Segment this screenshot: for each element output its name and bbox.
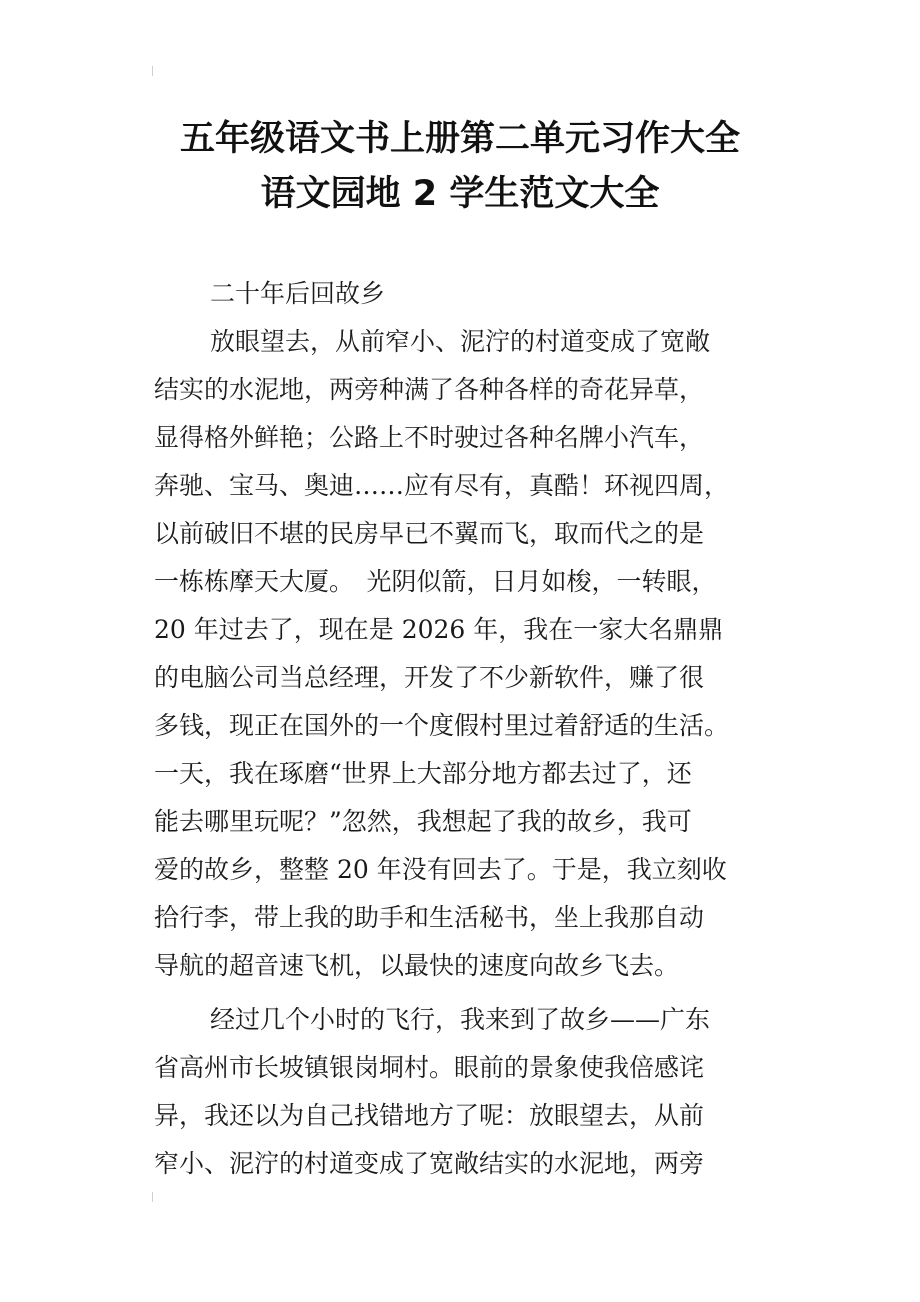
paragraph-line: 显得格外鲜艳；公路上不时驶过各种名牌小汽车， bbox=[154, 423, 705, 452]
corner-mark-top bbox=[152, 66, 159, 76]
paragraph-line: 20 年过去了，现在是 2026 年，我在一家大名鼎鼎 bbox=[154, 615, 724, 644]
paragraph-line: 结实的水泥地，两旁种满了各种各样的奇花异草， bbox=[154, 375, 705, 404]
paragraph-1 bbox=[154, 318, 774, 990]
paragraph-line: 省高州市长坡镇银岗垌村。眼前的景象使我倍感诧 bbox=[154, 1053, 705, 1082]
paragraph-line: 以前破旧不堪的民房早已不翼而飞，取而代之的是 bbox=[154, 519, 705, 548]
paragraph-line: 能去哪里玩呢？”忽然，我想起了我的故乡，我可 bbox=[154, 807, 692, 836]
paragraph-line: 一栋栋摩天大厦。 光阴似箭，日月如梭，一转眼， bbox=[154, 567, 717, 596]
paragraph-line: 的电脑公司当总经理，开发了不少新软件，赚了很 bbox=[154, 663, 705, 692]
paragraph-line: 导航的超音速飞机，以最快的速度向故乡飞去。 bbox=[154, 951, 680, 980]
title-line-1: 五年级语文书上册第二单元习作大全 bbox=[179, 119, 740, 159]
corner-mark-bottom bbox=[152, 1192, 159, 1202]
paragraph-line: 放眼望去，从前窄小、泥泞的村道变成了宽敞 bbox=[210, 327, 711, 356]
paragraph-line: 一天，我在琢磨“世界上大部分地方都去过了，还 bbox=[154, 759, 692, 788]
paragraph-line: 窄小、泥泞的村道变成了宽敞结实的水泥地，两旁 bbox=[154, 1149, 705, 1178]
paragraph-line: 经过几个小时的飞行，我来到了故乡——广东 bbox=[210, 1005, 711, 1034]
paragraph-line: 异，我还以为自己找错地方了呢：放眼望去，从前 bbox=[154, 1101, 705, 1130]
subtitle bbox=[154, 270, 774, 318]
paragraph-2 bbox=[154, 996, 774, 1188]
paragraph-line: 多钱，现正在国外的一个度假村里过着舒适的生活。 bbox=[154, 711, 730, 740]
document-body bbox=[154, 270, 774, 1188]
paragraph-line: 拾行李，带上我的助手和生活秘书，坐上我那自动 bbox=[154, 903, 705, 932]
paragraph-line: 奔驰、宝马、奥迪……应有尽有，真酷！环视四周， bbox=[154, 471, 730, 500]
subtitle-text: 二十年后回故乡 bbox=[210, 279, 386, 308]
title-line-2: 语文园地 2 学生范文大全 bbox=[260, 174, 660, 214]
paragraph-line: 爱的故乡，整整 20 年没有回去了。于是，我立刻收 bbox=[154, 855, 727, 884]
document-title bbox=[100, 112, 820, 222]
